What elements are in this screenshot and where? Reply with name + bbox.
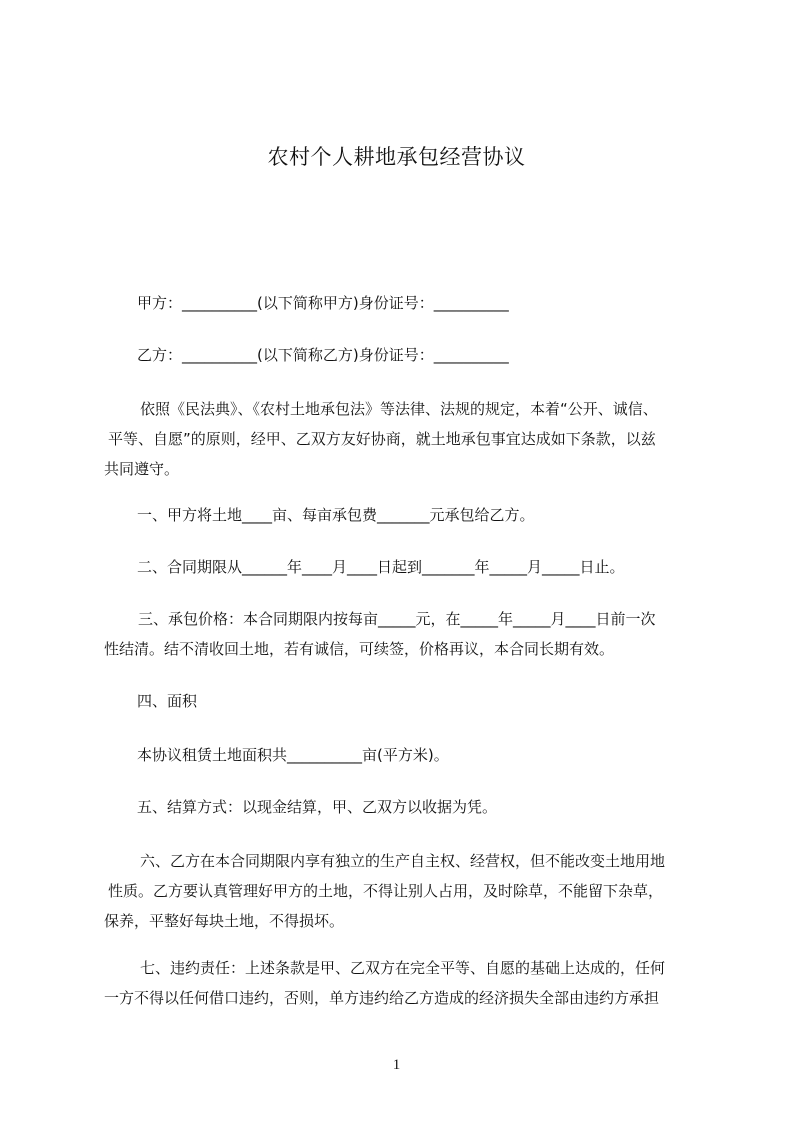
clause-6-line-1: 六、乙方在本合同期限内享有独立的生产自主权、经营权，但不能改变土地用地 xyxy=(140,852,666,870)
clause-6-paragraph xyxy=(104,846,704,936)
clause-3-line-1: 三、承包价格：本合同期限内按每亩_____元，在_____年_____月____日前一次 xyxy=(138,610,656,628)
preamble-paragraph xyxy=(104,394,704,484)
clause-4-body: 本协议租赁土地面积共__________亩(平方米)。 xyxy=(137,746,449,764)
clause-6-line-3: 保养，平整好每块土地，不得损坏。 xyxy=(104,912,345,930)
clause-7-line-1: 七、违约责任：上述条款是甲、乙双方在完全平等、自愿的基础上达成的，任何 xyxy=(140,959,666,977)
clause-7-paragraph xyxy=(104,953,704,1013)
preamble-line-3: 共同遵守。 xyxy=(104,460,180,478)
clause-4-heading: 四、面积 xyxy=(137,692,198,710)
document-title: 农村个人耕地承包经营协议 xyxy=(267,145,526,169)
clause-3-line-2: 性结清。结不清收回土地，若有诚信，可续签，价格再议，本合同长期有效。 xyxy=(104,640,615,658)
page-number: 1 xyxy=(392,1057,401,1073)
clause-1: 一、甲方将土地____亩、每亩承包费_______元承包给乙方。 xyxy=(137,506,535,524)
clause-7-line-2: 一方不得以任何借口违约，否则，单方违约给乙方造成的经济损失全部由违约方承担 xyxy=(104,989,660,1007)
clause-6-line-2: 性质。乙方要认真管理好甲方的土地，不得让别人占用，及时除草，不能留下杂草， xyxy=(108,882,664,900)
party-a-line: 甲方：__________(以下简称甲方)身份证号：__________ xyxy=(137,294,509,312)
clause-3-paragraph xyxy=(104,604,704,664)
clause-5: 五、结算方式：以现金结算，甲、乙双方以收据为凭。 xyxy=(137,798,498,816)
party-b-line: 乙方：__________(以下简称乙方)身份证号：__________ xyxy=(137,346,509,364)
preamble-line-2: 平等、自愿”的原则，经甲、乙双方友好协商，就土地承包事宜达成如下条款，以兹 xyxy=(108,430,656,448)
preamble-line-1: 依照《民法典》、《农村土地承包法》等法律、法规的规定，本着“公开、诚信、 xyxy=(140,400,658,418)
clause-2: 二、合同期限从______年____月____日起到_______年_____月_____日止。 xyxy=(137,558,625,576)
